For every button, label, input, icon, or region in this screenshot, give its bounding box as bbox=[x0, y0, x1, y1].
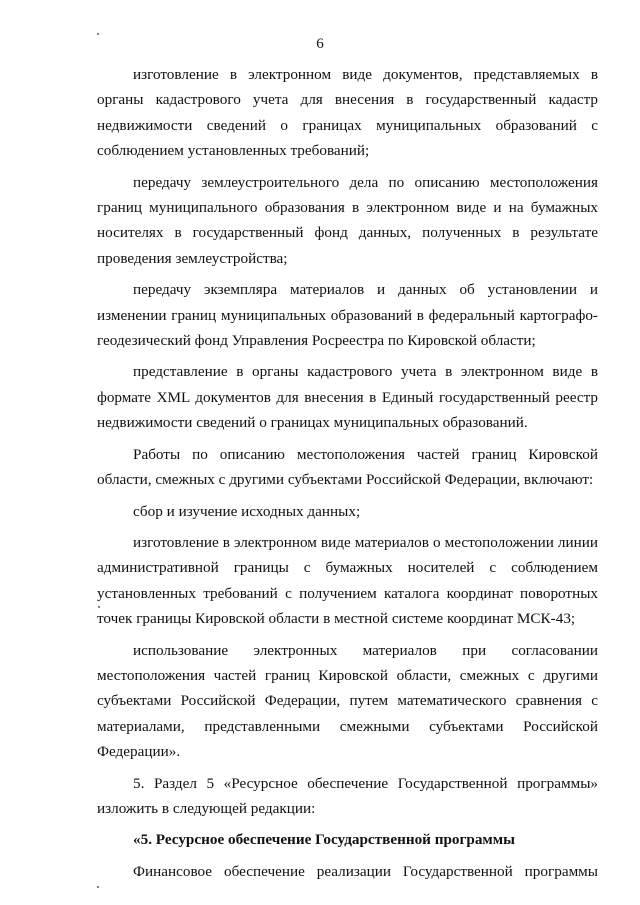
scan-speck bbox=[97, 33, 99, 35]
paragraph: Финансовое обеспечение реализации Государственной программы bbox=[133, 862, 598, 880]
scan-speck bbox=[97, 886, 99, 888]
page-number: 6 bbox=[316, 36, 324, 52]
paragraph: передачу землеустроительного дела по описанию местоположения границ муниципального образования в электронном виде и на бумажных носителях в государственный фонд данных, полученных в результате проведения землеустройства; bbox=[97, 173, 598, 267]
section-heading: «5. Ресурсное обеспечение Государственной программы bbox=[133, 831, 515, 849]
paragraph: 5. Раздел 5 «Ресурсное обеспечение Государственной программы» изложить в следующей редакции: bbox=[97, 774, 598, 817]
paragraph: сбор и изучение исходных данных; bbox=[133, 502, 361, 520]
paragraph: использование электронных материалов при согласовании местоположения частей границ Кировской области, смежных с другими субъектами Российской Федерации, путем математического сравнения с материалами, представленными смежными субъектами Российской Федерации». bbox=[97, 641, 598, 761]
paragraph: передачу экземпляра материалов и данных об установлении и изменении границ муниципальных образований в федеральный картографо-геодезический фонд Управления Росреестра по Кировской области; bbox=[97, 281, 598, 350]
paragraph: изготовление в электронном виде материалов о местоположении линии административной границы с бумажных носителей с соблюдением установленных требований с получением каталога координат поворотных точек границы Кировской области в местной системе координат МСК-43; bbox=[97, 533, 598, 628]
paragraph: Работы по описанию местоположения частей границ Кировской области, смежных с другими субъектами Российской Федерации, включают: bbox=[97, 445, 598, 489]
body-text bbox=[97, 62, 598, 884]
paragraph: представление в органы кадастрового учета в электронном виде в формате XML документов для внесения в Единый государственный реестр недвижимости сведений о границах муниципальных образований. bbox=[97, 363, 598, 432]
paragraph: изготовление в электронном виде документов, представляемых в органы кадастрового учета для внесения в государственный кадастр недвижимости сведений о границах муниципальных образований с соблюдением установленных требований; bbox=[97, 66, 598, 160]
